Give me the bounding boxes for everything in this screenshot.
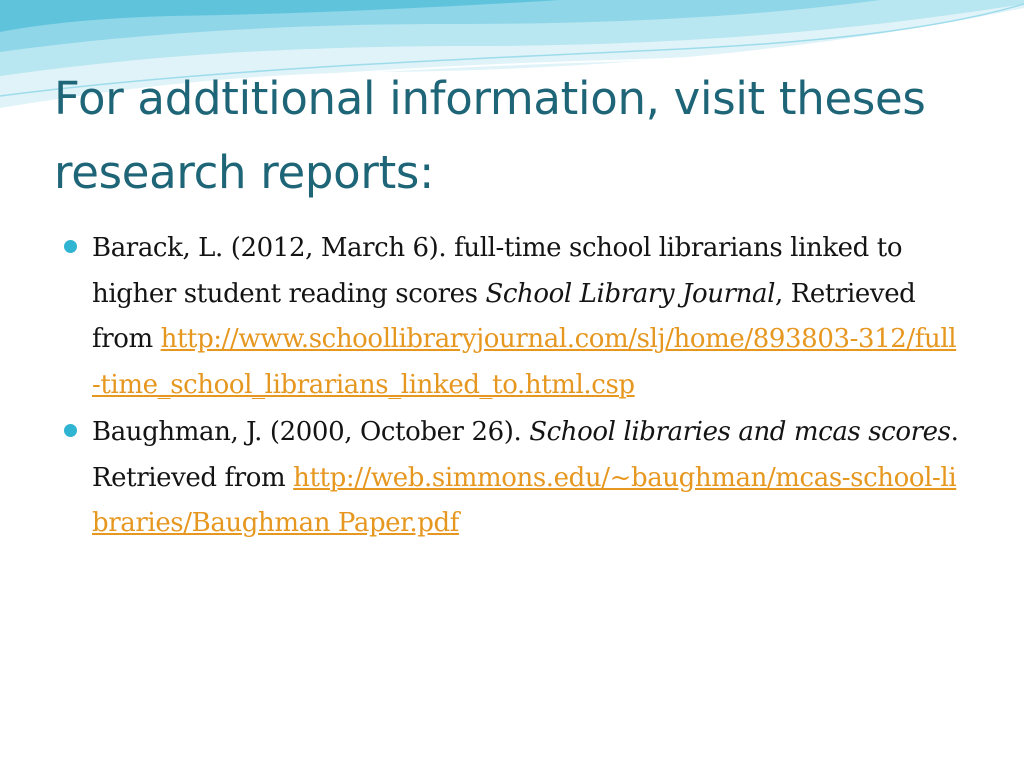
bullet-icon bbox=[64, 424, 77, 437]
reference-item bbox=[62, 226, 962, 408]
reference-link[interactable]: http://web.simmons.edu/~baughman/mcas-school-libraries/Baughman Paper.pdf bbox=[92, 462, 957, 538]
reference-source-title: School libraries and mcas scores bbox=[529, 417, 951, 447]
slide-body bbox=[62, 226, 962, 549]
reference-list bbox=[62, 226, 962, 547]
reference-retrieved-text: . Retrieved from bbox=[92, 417, 959, 493]
reference-item bbox=[62, 410, 962, 547]
reference-source-title: School Library Journal bbox=[485, 278, 776, 309]
reference-link[interactable]: http://www.schoollibraryjournal.com/slj/home/893803-312/full-time_school_librarians_linked_to.html.csp bbox=[92, 324, 957, 400]
bullet-icon bbox=[64, 240, 77, 253]
reference-text: Baughman, J. (2000, October 26). bbox=[92, 417, 530, 447]
reference-retrieved-text: , Retrieved from bbox=[92, 278, 916, 354]
slide-title: For addtitional information, visit theses research reports: bbox=[54, 72, 926, 199]
reference-text: Barack, L. (2012, March 6). full-time school librarians linked to higher student reading scores bbox=[92, 233, 903, 309]
